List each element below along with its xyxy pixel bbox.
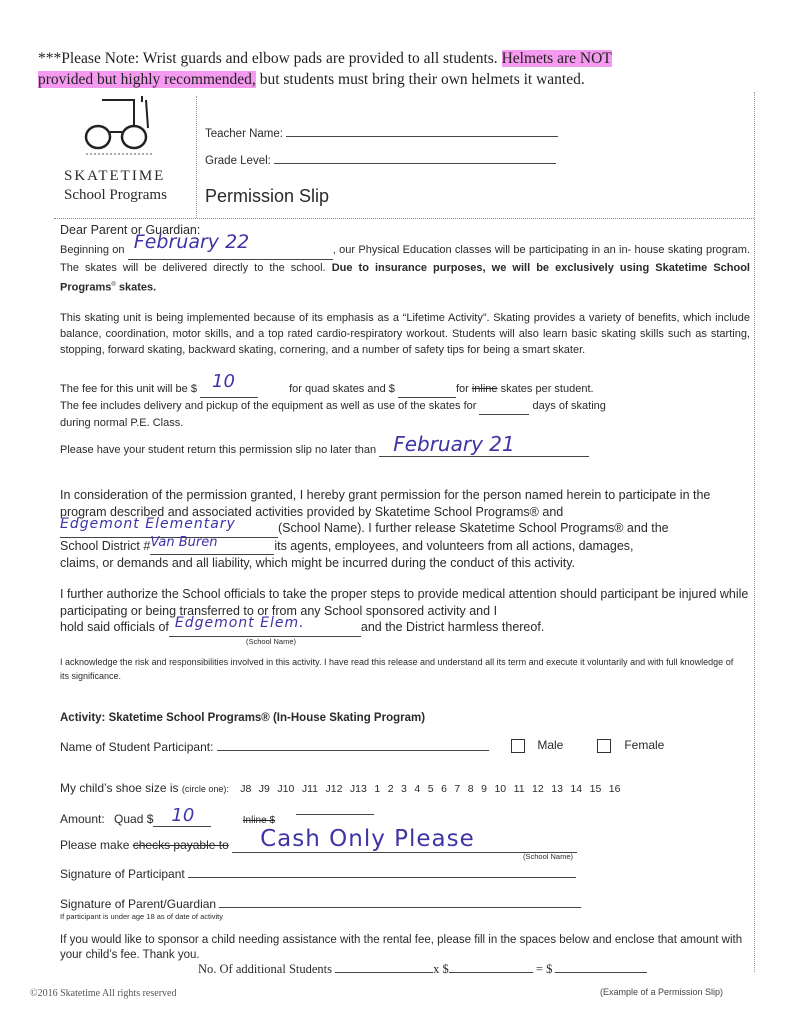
- note-highlight-1: Helmets are NOT: [501, 50, 612, 67]
- shoe-size-option[interactable]: 1: [374, 783, 381, 795]
- fee-hand: 10: [212, 371, 235, 392]
- logo-brand: SKATETIME: [64, 168, 166, 184]
- paragraph-start-date: Beginning on February 22 , our Physical Education classes will be participating in an in- house skating program. The skates will be delivered directly to the school. Due to insurance purposes, we will be exclusively using Skatetime School Programs® skates.: [60, 231, 750, 294]
- parent-signature-field[interactable]: Signature of Parent/Guardian: [60, 897, 581, 911]
- sponsor-paragraph: If you would like to sponsor a child needing assistance with the rental fee, please fill in the spaces below and enclose that amount with your child’s fee. Thank you.: [60, 934, 743, 961]
- copyright: ©2016 Skatetime All rights reserved: [30, 988, 177, 999]
- shoe-size-option[interactable]: 10: [494, 783, 507, 795]
- quad-amount-field[interactable]: [153, 805, 211, 827]
- shoe-size-option[interactable]: 3: [401, 783, 407, 795]
- sponsor-fee-field[interactable]: [449, 972, 533, 973]
- school-name-hand: Edgemont Elementary: [60, 516, 236, 532]
- logo-divider: [196, 96, 197, 218]
- shoe-size-option[interactable]: 14: [570, 783, 583, 795]
- example-caption: (Example of a Permission Slip): [600, 987, 724, 997]
- shoe-size-option[interactable]: 6: [441, 783, 447, 795]
- shoe-size-options[interactable]: [240, 783, 628, 795]
- student-name-field[interactable]: Name of Student Participant:: [60, 740, 489, 754]
- start-date-hand: February 22: [133, 231, 250, 253]
- quad-amount-hand: 10: [171, 805, 195, 826]
- female-box[interactable]: [597, 739, 611, 753]
- shoe-size-option[interactable]: 15: [589, 783, 602, 795]
- medical-paragraph: I further authorize the School officials to take the proper steps to provide medical attention should participant be injured while participating or being transferred to or from any School sponsored activity and I hold said officials of Edgemont Elem. and the District harmless thereof.: [60, 586, 750, 637]
- shoe-size-option[interactable]: 8: [467, 783, 474, 795]
- shoe-size-option[interactable]: J13: [349, 783, 367, 795]
- payable-row: Please make checks payable to Cash Only Please: [60, 838, 577, 853]
- activity-heading: Activity: Skatetime School Programs® (In-House Skating Program): [60, 712, 426, 724]
- payable-hand: Cash Only Please: [260, 826, 475, 852]
- shoe-size-option[interactable]: J9: [258, 783, 270, 795]
- shoe-size-option[interactable]: 11: [513, 783, 525, 795]
- paragraph-fee: The fee for this unit will be $ 10 for quad skates and $ for inline skates per student. The fee includes delivery and pickup of the equipment as well as use of the skates for days of skating during normal P.E. Class.: [60, 371, 606, 429]
- acknowledgement: I acknowledge the risk and responsibilities involved in this activity. I have read this release and understand all its term and execute it voluntarily and with full knowledge of its significance.: [60, 657, 734, 681]
- grade-level-field[interactable]: [205, 155, 556, 167]
- payable-caption: (School Name): [523, 852, 574, 861]
- shoe-size-option[interactable]: J10: [277, 783, 295, 795]
- shoe-size-option[interactable]: 7: [454, 783, 461, 795]
- helmet-note: [38, 48, 768, 90]
- grade-level-label: Grade Level:: [205, 155, 271, 167]
- shoe-size-option[interactable]: J12: [325, 783, 343, 795]
- participant-signature-field[interactable]: Signature of Participant: [60, 867, 576, 881]
- release-paragraph: In consideration of the permission granted, I hereby grant permission for the person named herein to participate in the program described and associated activities provided by Skatetime School Programs® and Edgemont Elementary (School Name). I further release Skatetime School Programs® and the School District # Van Buren its agents, employees, and volunteers from all actions, damages, claims, or demands and all liability, which might be incurred during the conduct of this activity.: [60, 488, 711, 570]
- page-title: Permission Slip: [205, 186, 330, 206]
- logo-subtitle: School Programs: [64, 187, 167, 203]
- male-checkbox[interactable]: Male: [511, 738, 563, 753]
- skatetime-logo: [64, 92, 184, 204]
- note-line1: ***Please Note: Wrist guards and elbow pads are provided to all students.: [38, 50, 502, 67]
- shoe-size-option[interactable]: 9: [481, 783, 487, 795]
- shoe-size-option[interactable]: J8: [240, 783, 252, 795]
- shoe-size-option[interactable]: 4: [414, 783, 421, 795]
- additional-students-row: No. Of additional Students x $ = $: [198, 962, 647, 977]
- inline-amount-field[interactable]: [296, 814, 374, 815]
- return-date-hand: February 21: [393, 432, 515, 456]
- shoe-size-option[interactable]: J11: [301, 783, 318, 795]
- shoe-size-option[interactable]: 12: [532, 783, 544, 795]
- shoe-size-option[interactable]: 13: [551, 783, 563, 795]
- female-checkbox[interactable]: Female: [597, 738, 664, 753]
- amount-row: Amount: Quad $ 10 Inline $: [60, 812, 374, 827]
- shoe-size-option[interactable]: 16: [608, 783, 621, 795]
- shoe-size-row: My child’s shoe size is (circle one): J8 J9 J10 J11 J12 J13 1 2 3 4 5 6 7 8 9 10 11 12 13 14 15 16: [60, 781, 628, 795]
- paragraph-benefits: This skating unit is being implemented because of its emphasis as a “Lifetime Activity”. Skating provides a variety of benefits, which include balance, coordination, motor skills, and a top rated cardio-respiratory workout. Students will also learn basic skating skills such as starting, stopping, forward skating, backward skating, cornering, and a number of safety tips for being a smart skater.: [60, 312, 750, 356]
- return-by-line: Please have your student return this permission slip no later than February 21: [60, 444, 589, 457]
- skate-icon: [72, 92, 162, 162]
- district-hand: Van Buren: [150, 534, 218, 550]
- sponsor-total-field[interactable]: [555, 972, 647, 973]
- officials-school-hand: Edgemont Elem.: [174, 615, 305, 631]
- teacher-name-label: Teacher Name:: [205, 128, 283, 140]
- header-divider: [54, 218, 754, 219]
- teacher-name-field[interactable]: [205, 128, 558, 140]
- additional-count-field[interactable]: [335, 972, 433, 973]
- note-highlight-2: provided but highly recommended,: [38, 71, 256, 88]
- parent-signature-note: If participant is under age 18 as of date of activity: [60, 912, 224, 921]
- shoe-size-option[interactable]: 2: [387, 783, 394, 795]
- note-line2: but students must bring their own helmets it wanted.: [255, 71, 585, 88]
- greeting: Dear Parent or Guardian:: [60, 223, 201, 237]
- school-name-caption: (School Name): [246, 637, 297, 646]
- shoe-size-option[interactable]: 5: [427, 783, 434, 795]
- male-box[interactable]: [511, 739, 525, 753]
